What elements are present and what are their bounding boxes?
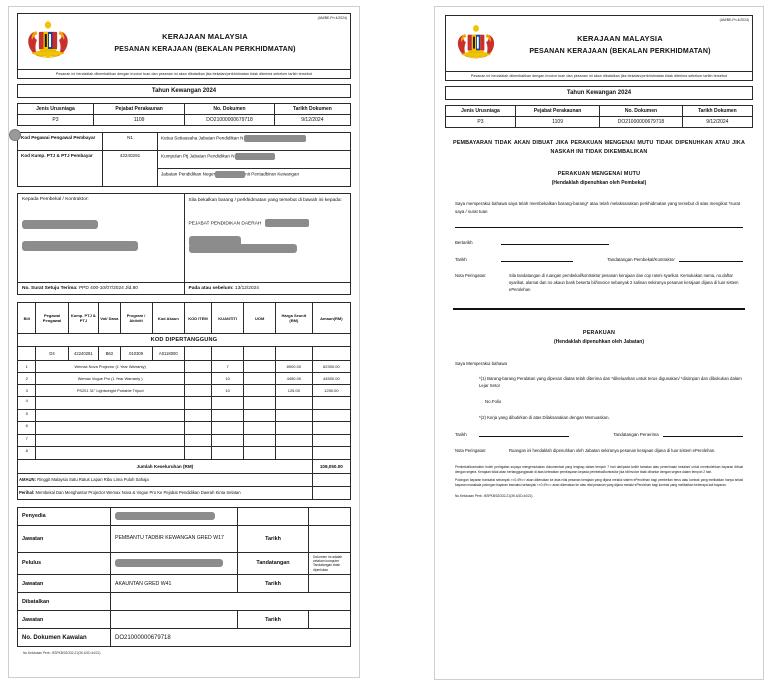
officer-code-table [17, 132, 351, 187]
item-uom [244, 409, 276, 422]
amaun-blank [312, 473, 350, 486]
tarikh-input-line[interactable] [501, 254, 573, 262]
nota-peringatan-1 [455, 273, 743, 294]
value-tarikh: 9/12/2024 [274, 115, 350, 126]
blank-cell-1 [238, 507, 309, 525]
fine-print-2: Potongan bayaran transaksi sebanyak <<0.4%>> akan dikenakan ke atas nilai pesanan kerajaan yang dijana melalui sistem ePerolehan bagi pembelian terus atau kontrak yang melibatkan hanya sekali bayaran manakala potongan bayaran transaksi sebanyak <<0.4%>> akan dikenakan ke atas nilai pesanan yang dijana melalui ePerolehan bagi kontrak yang melibatkan beberapa kali bayaran. [455, 477, 743, 487]
jabatan-pendidikan-pre: Jabatan Pendidikan Neger [161, 171, 216, 177]
item-kuantiti [211, 409, 243, 422]
redaction-bar [115, 512, 215, 520]
redaction-bar [189, 244, 297, 253]
label-nofolio: No.Folio [485, 398, 502, 404]
col-header-nodokumen: No. Dokumen [600, 106, 682, 117]
document-header [17, 13, 351, 79]
tarikh-penerima-row [455, 429, 743, 437]
code-harga [276, 347, 313, 361]
table-row [18, 385, 351, 397]
value-ketua-setiausaha [158, 133, 351, 151]
perakuan-item-1: *(1) Barang-barang Peralatan yang dipesan diatas telah diterima dan *dikeluarkan untuk terus digunakan/ *disimpan dan dibukukan dalam Lejar Setor [479, 376, 742, 389]
code-amaun [312, 347, 350, 361]
code-program: 010309 [120, 347, 152, 361]
redaction-bar [265, 219, 309, 227]
item-desc [36, 397, 185, 410]
divider-line [455, 227, 743, 228]
signature-note: Dokumen ini adalah cetakan komputer Tandatangan tidak diperlukan [309, 552, 351, 575]
value-pejabat: 1109 [93, 115, 184, 126]
item-amaun: 1250.00 [312, 385, 350, 397]
value-jabatan-pendidikan [158, 169, 351, 187]
signature-table [17, 507, 351, 648]
form-code-2: (AM/BE-Pn 4/2024) [719, 18, 749, 22]
table-row [18, 283, 351, 295]
payment-warning: PEMBAYARAN TIDAK AKAN DIBUAT JIKA PERAKUAN MENGENAI MUTU TIDAK DIPENUHKAN ATAU JIKA NASKAH INI TIDAK DIKEMBALIKAN [453, 140, 745, 156]
item-desc [36, 409, 185, 422]
item-kod [184, 447, 211, 460]
code-vot: B63 [99, 347, 120, 361]
item-harga: 125.00 [276, 385, 313, 397]
label-surat-setuju: No. Surat Setuju Terima: [22, 286, 78, 291]
header-note-2: Pesanan ini hendaklah dikembalikan dengan invoice tuan dan pesanan ini akan dibatalkan jika bekalan/perkhidmatan tidak diterima sebelum tarikh tersebut [446, 71, 752, 80]
item-kod [184, 422, 211, 435]
col-vot-dana: Vot/ Dana [99, 303, 120, 334]
financial-year-bar-2: Tahun Kewangan 2024 [445, 86, 753, 100]
label-tarikh-1: Tarikh [238, 525, 309, 552]
item-harga [276, 397, 313, 410]
item-uom [244, 447, 276, 460]
col-header-tarikh: Tarikh Dokumen [274, 104, 350, 115]
code-bill [18, 347, 36, 361]
table-row [18, 434, 351, 447]
col-uom: UOM [244, 303, 276, 334]
value-jenis: P3 [446, 117, 516, 128]
redaction-bar [215, 171, 245, 178]
item-kod [184, 409, 211, 422]
value-amaun-words: Ringgit Malaysia Satu Ratus Lapan Ribu Lima Puluh Sahaja [37, 477, 149, 482]
value-penyedia [111, 507, 238, 525]
label-penyedia: Penyedia [18, 507, 111, 525]
item-harga: 8900.00 [276, 361, 313, 373]
item-kod [184, 373, 211, 385]
value-kod-pegawai: N1 [103, 133, 158, 151]
purchase-order-page-1 [8, 6, 360, 678]
item-uom [244, 397, 276, 410]
label-kepada-pembekal: Kepada Pembekal / Kontraktor: [22, 197, 89, 202]
item-kuantiti: 10 [211, 373, 243, 385]
ketua-setiausaha-text: Ketua Setiausaha Jabatan Pendidikan N [161, 135, 244, 141]
table-row [18, 194, 351, 283]
document-header-2 [445, 15, 753, 81]
label-amaun: AMAUN: [19, 477, 36, 482]
value-dokumen-kawalan: DO21000000679718 [111, 629, 351, 647]
item-harga [276, 447, 313, 460]
col-bill: Bill [18, 303, 36, 334]
item-desc [36, 434, 185, 447]
label-jawatan-2: Jawatan [18, 575, 111, 593]
table-row [18, 151, 351, 169]
item-uom [244, 373, 276, 385]
surat-setuju-terima-cell [18, 283, 185, 295]
item-amaun [312, 447, 350, 460]
value-surat-setuju: PPD 400-10/07/2024 Jld.80 [78, 286, 138, 291]
item-harga [276, 409, 313, 422]
bertarikh-input-line[interactable] [501, 237, 609, 245]
code-kump: 42240291 [68, 347, 98, 361]
label-dokumen-kawalan: No. Dokumen Kawalan [18, 629, 111, 647]
item-bil: 5 [18, 409, 36, 422]
value-pelulus [111, 552, 238, 575]
redaction-bar [235, 153, 275, 160]
item-bil: 8 [18, 447, 36, 460]
item-kuantiti: 10 [211, 385, 243, 397]
item-harga [276, 422, 313, 435]
item-amaun [312, 422, 350, 435]
jabatan-pendidikan-post: nit Pentadbiran Kewangan [245, 171, 300, 177]
perakuan-title: PERAKUAN [582, 330, 616, 337]
item-amaun: 62300.00 [312, 361, 350, 373]
supplier-declaration: Saya memperakui bahawa saya telah membekalkan barang-barang* atau telah melaksanakan perkhidmatan yang tersebut di atas mengikut *surat saya / surat tuan [455, 201, 741, 214]
item-kod [184, 434, 211, 447]
item-bil: 3 [18, 385, 36, 397]
table-row [18, 373, 351, 385]
supplier-delivery-table [17, 193, 351, 295]
redaction-bar [22, 241, 138, 251]
tandatangan-pembekal-line[interactable] [679, 254, 743, 262]
item-amaun [312, 434, 350, 447]
item-uom [244, 385, 276, 397]
item-kuantiti [211, 397, 243, 410]
value-nodokumen: DO21000000679718 [600, 117, 682, 128]
gov-title: KERAJAAN MALAYSIA [162, 31, 248, 41]
blank-cell-6 [111, 611, 238, 629]
table-row [18, 507, 351, 525]
blank-cell-7 [309, 611, 351, 629]
malaysia-coat-of-arms-icon [22, 19, 74, 65]
label-kod-kump: Kod Kump. PTJ & PTJ Pembayar [18, 151, 103, 187]
label-sila-bekalkan: Sila bekalkan barang / perkhidmatan yang tersebut di bawah ini kepada: [188, 198, 342, 203]
left-page-footer-code: No.Kelulusan Perb.: BSPKB/32/332-21(3K.6/JD.44/21) [23, 651, 101, 656]
perakuan-mutu-title: PERAKUAN MENGENAI MUTU [557, 171, 641, 178]
item-uom [244, 361, 276, 373]
blank-cell-5 [111, 593, 351, 611]
item-kuantiti [211, 447, 243, 460]
kod-dipertanggung-table [17, 302, 351, 500]
pada-atau-sebelum-cell [184, 283, 351, 295]
col-harga-seunit: Harga Seunit (RM) [276, 303, 313, 334]
table-header-row [18, 303, 351, 334]
label-dibatalkan: Dibatalkan [18, 593, 111, 611]
code-pegawai: D4 [36, 347, 68, 361]
col-amaun: Amaun(RM) [312, 303, 350, 334]
table-header-row [446, 106, 753, 117]
perihal-cell [18, 486, 313, 499]
item-bil: 1 [18, 361, 36, 373]
table-row [18, 552, 351, 575]
table-row [18, 447, 351, 460]
delivery-office-text: PEJABAT PENDIDIKAN DAERAH [188, 221, 262, 227]
item-kuantiti [211, 434, 243, 447]
text-nota-peringatan-1: Sila tandatangan di ruangan pembekal/kontraktor pesanan kerajaan dan cop rasmi syarikat. Kemukakan nama, no.daftar syarikat, alamat dan no akaun bank beserta bil/invoice sebanyak 2 salinan sekiranya pesanan kerajaan dijana di luar sistem ePerolehan [509, 273, 739, 293]
redaction-bar [244, 135, 306, 142]
table-row [18, 593, 351, 611]
purchase-order-page-2 [434, 6, 764, 680]
value-nodokumen: DO21000000679718 [185, 115, 274, 126]
financial-year-bar: Tahun Kewangan 2024 [17, 84, 351, 98]
label-tarikh-2: Tarikh [455, 431, 467, 437]
table-row [18, 486, 351, 499]
col-pegawai-pengawal: Pegawai Pengawal [36, 303, 68, 334]
col-header-tarikh: Tarikh Dokumen [682, 106, 752, 117]
item-kuantiti [211, 422, 243, 435]
supplier-cell [18, 194, 185, 283]
col-kod-item: KOD ITEM [184, 303, 211, 334]
item-bil: 4 [18, 397, 36, 410]
item-amaun [312, 397, 350, 410]
col-kuantiti: KUANTITI [211, 303, 243, 334]
perakuan-mutu-subtitle: (Hendaklah dipenuhkan oleh Pembekal) [551, 180, 647, 187]
item-uom [244, 422, 276, 435]
page-gutter-marker [9, 129, 21, 141]
value-jenis: P3 [18, 115, 94, 126]
label-tarikh: Tarikh [455, 257, 467, 263]
document-title-2: PESANAN KERAJAAN (BEKALAN PERKHIDMATAN) [529, 47, 711, 55]
blank-cell-2 [309, 507, 351, 525]
item-bil: 2 [18, 373, 36, 385]
section-divider-thick [453, 308, 745, 310]
redaction-bar [22, 220, 98, 229]
label-tarikh-2: Tarikh [238, 575, 309, 593]
redaction-bar [115, 559, 223, 567]
table-row [18, 629, 351, 647]
perakuan-item-2: *(2) Kerja yang dibutirkan di atas Dilaksanakan dengan Memuaskan. [479, 414, 610, 420]
item-kod [184, 361, 211, 373]
tarikh-2-input-line[interactable] [479, 429, 569, 437]
kumpulan-ptj-text: Kumpulan Ptj Jabatan Pendidikan N [161, 153, 235, 159]
col-header-pejabat: Pejabat Perakaunan [515, 106, 599, 117]
document-title: PESANAN KERAJAAN (BEKALAN PERKHIDMATAN) [114, 45, 296, 53]
malaysia-coat-of-arms-icon [450, 21, 502, 67]
code-akaun: A0118000 [152, 347, 184, 361]
tarikh-signature-row [455, 254, 743, 262]
code-kuantiti [211, 347, 243, 361]
table-row [18, 361, 351, 373]
item-desc: Wemax Vogue Pro (1 Year Warranty ) [36, 373, 185, 385]
item-amaun [312, 409, 350, 422]
col-kod-akaun: Kod Akaun [152, 303, 184, 334]
item-amaun: 44500.00 [312, 373, 350, 385]
item-harga: 4450.00 [276, 373, 313, 385]
perakuan-subtitle: (Hendaklah dipenuhkan oleh Jabatan) [553, 339, 644, 346]
saya-memperakui-label: Saya Memperakui bahawa [455, 361, 507, 367]
table-header-row [18, 104, 351, 115]
amaun-words-cell [18, 473, 313, 486]
label-jawatan-3: Jawatan [18, 611, 111, 629]
table-row [18, 422, 351, 435]
kdp-title: KOD DIPERTANGGUNG [18, 334, 351, 347]
col-header-nodokumen: No. Dokumen [185, 104, 274, 115]
table-row [18, 611, 351, 629]
col-header-jenis: Jenis Urusniaga [18, 104, 94, 115]
delivery-cell [184, 194, 351, 283]
col-header-pejabat: Pejabat Perakaunan [93, 104, 184, 115]
item-desc [36, 422, 185, 435]
blank-cell-3 [309, 525, 351, 552]
item-desc: PS201 31" Lightweight Portable Tripod [36, 385, 185, 397]
bertarikh-field-row [455, 237, 743, 245]
tandatangan-penerima-line[interactable] [663, 429, 743, 437]
label-tandatangan-pembekal: Tandatangan Pembekal/Kontraktor [607, 257, 675, 263]
table-row [18, 473, 351, 486]
label-tarikh-3: Tarikh [238, 611, 309, 629]
label-kod-pegawai: Kod Pegawai Pengawal Pembayar [18, 133, 103, 151]
text-nota-peringatan-2: Ruangan ini hendaklah dipenuhkan oleh Jabatan sekiranya pesanan kerajaan dijana di luar sistem ePerolehan. [509, 447, 716, 453]
value-kod-kump: 42240291 [103, 151, 158, 187]
value-jawatan-1: PEMBANTU TADBIR KEWANGAN GRED W17 [111, 525, 238, 552]
label-tandatangan-penerima: Tandatangan Penerima [613, 431, 659, 437]
delivery-office-line [189, 219, 347, 227]
label-tandatangan: Tandatangan [238, 552, 309, 575]
value-pada-sebelum: 13/12/2024 [234, 286, 259, 291]
form-code: (AM/BE-Pn 4/2024) [317, 16, 347, 20]
label-pelulus: Pelulus [18, 552, 111, 575]
col-header-jenis: Jenis Urusniaga [446, 106, 516, 117]
table-row [18, 409, 351, 422]
value-perihal: Membekal Dan Menghantar Projector Wemax Nova & Vogue Pro Ke Pejabat Pendidikan Daerah Kinta Selatan [35, 490, 241, 495]
item-kuantiti: 7 [211, 361, 243, 373]
total-value: 108,050.00 [312, 459, 350, 473]
item-desc: Wemax Nova Projector (1 Year Warranty) [36, 361, 185, 373]
value-kumpulan-ptj [158, 151, 351, 169]
table-total-row [18, 459, 351, 473]
table-row [18, 575, 351, 593]
header-note: Pesanan ini hendaklah dikembalikan dengan invoice tuan dan pesanan ini akan dibatalkan jika bekalan/perkhidmatan tidak diterima sebelum tarikh tersebut [18, 69, 350, 78]
table-row [18, 115, 351, 126]
fine-print-block [455, 465, 743, 489]
label-perihal: Perihal: [19, 490, 35, 495]
label-nota-peringatan-2: Nota Peringatan: [455, 447, 487, 453]
perihal-blank [312, 486, 350, 499]
table-row [18, 525, 351, 552]
nota-peringatan-2 [455, 448, 743, 455]
item-desc [36, 447, 185, 460]
nofolio-field-row [485, 399, 743, 404]
item-harga [276, 434, 313, 447]
value-tarikh: 9/12/2024 [682, 117, 752, 128]
item-uom [244, 434, 276, 447]
value-jawatan-2: AKAUNTAN GRED W41 [111, 575, 238, 593]
col-program-aktiviti: Program / Aktiviti [120, 303, 152, 334]
transaction-info-table [17, 103, 351, 126]
table-row [18, 347, 351, 361]
table-title-row [18, 334, 351, 347]
item-bil: 7 [18, 434, 36, 447]
item-kod [184, 385, 211, 397]
gov-title-2: KERAJAAN MALAYSIA [577, 33, 663, 43]
value-pejabat: 1109 [515, 117, 599, 128]
transaction-info-table-2 [445, 105, 753, 128]
blank-cell-4 [309, 575, 351, 593]
table-row [18, 397, 351, 410]
item-kod [184, 397, 211, 410]
label-nota-peringatan-1: Nota Peringatan: [455, 273, 487, 279]
right-page-footer-code: No.Kelulusan Perb.: BSPKB/32/332-21(3K.6/JD.44/21) [455, 494, 533, 499]
label-jawatan-1: Jawatan [18, 525, 111, 552]
code-uom [244, 347, 276, 361]
label-bertarikh: Bertarikh [455, 240, 473, 246]
item-bil: 6 [18, 422, 36, 435]
total-label: Jumlah Keseluruhan (RM) [18, 459, 313, 473]
fine-print-1: Pembekal/kontraktor boleh peringatan supaya mengemukakan dokumentasi yang lengkap dalam tempoh 7 hari dari/pada tarikh tamatan atau penerimaan bekalan/ untuk membolehkan bayaran dibuat dengan segera. Kerajaan tidak akan bertanggungjawab di atas kelewatan pembayaran kepada pembekal/kontraktor jika bil/invoice tidak dihantar dengan segera dalam tempoh 2 hari. [455, 464, 743, 474]
code-kod-item [184, 347, 211, 361]
col-kump-ptj: Kump. PTJ & PTJ [68, 303, 98, 334]
table-row [18, 133, 351, 151]
label-pada-sebelum: Pada atau sebelum: [188, 286, 234, 291]
table-row [446, 117, 753, 128]
